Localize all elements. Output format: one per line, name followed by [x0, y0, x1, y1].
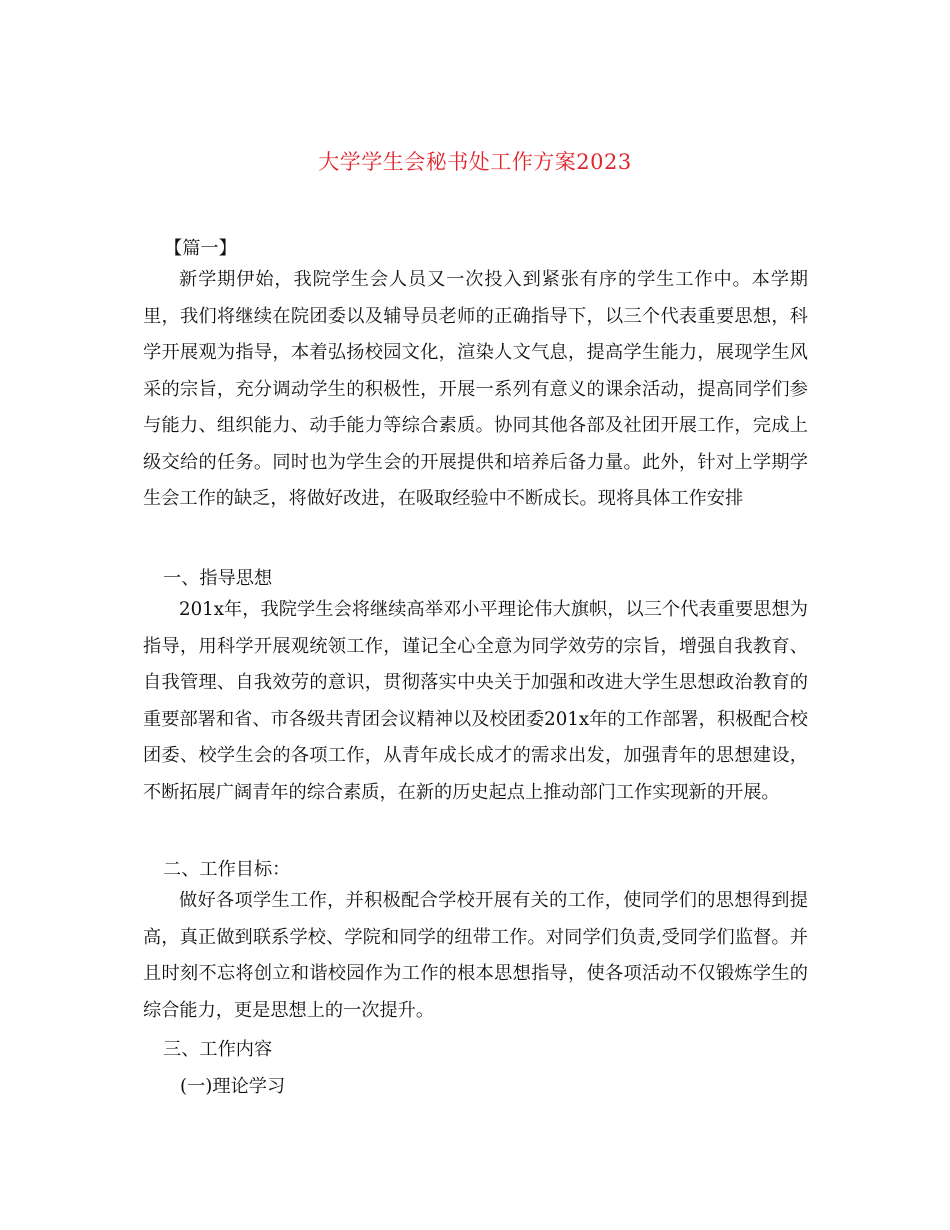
section1-heading: 一、指导思想 — [163, 568, 273, 589]
section2-paragraph: 做好各项学生工作，并积极配合学校开展有关的工作，使同学们的思想得到提高，真正做到联系学校、学院和同学的纽带工作。对同学们负责,受同学们监督。并且时刻不忘将创立和谐校园作为工作的根本思想指导，使各项活动不仅锻炼学生的综合能力，更是思想上的一次提升。 — [143, 890, 808, 1021]
section3-heading: 三、工作内容 — [163, 1039, 273, 1060]
intro-block — [143, 262, 808, 518]
section1-block — [143, 592, 808, 811]
section2-block — [143, 883, 808, 1029]
intro-paragraph: 新学期伊始，我院学生会人员又一次投入到紧张有序的学生工作中。本学期里，我们将继续在院团委以及辅导员老师的正确指导下，以三个代表重要思想，科学开展观为指导，本着弘扬校园文化，渲染人文气息，提高学生能力，展现学生风采的宗旨，充分调动学生的积极性，开展一系列有意义的课余活动，提高同学们参与能力、组织能力、动手能力等综合素质。协同其他各部及社团开展工作，完成上级交给的任务。同时也为学生会的开展提供和培养后备力量。此外，针对上学期学生会工作的缺乏，将做好改进，在吸取经验中不断成长。现将具体工作安排 — [143, 269, 808, 509]
document-title: 大学学生会秘书处工作方案2023 — [318, 150, 632, 174]
section1-paragraph: 201x年，我院学生会将继续高举邓小平理论伟大旗帜，以三个代表重要思想为指导，用科学开展观统领工作，谨记全心全意为同学效劳的宗旨，增强自我教育、自我管理、自我效劳的意识，贯彻落实中央关于加强和改进大学生思想政治教育的重要部署和省、市各级共青团会议精神以及校团委201x年的工作部署，积极配合校团委、校学生会的各项工作，从青年成长成才的需求出发，加强青年的思想建设，不断拓展广阔青年的综合素质，在新的历史起点上推动部门工作实现新的开展。 — [143, 599, 808, 803]
section2-heading: 二、工作目标： — [163, 859, 291, 880]
subsection1-heading: (一)理论学习 — [180, 1076, 286, 1097]
part-label: 【篇一】 — [164, 238, 237, 259]
